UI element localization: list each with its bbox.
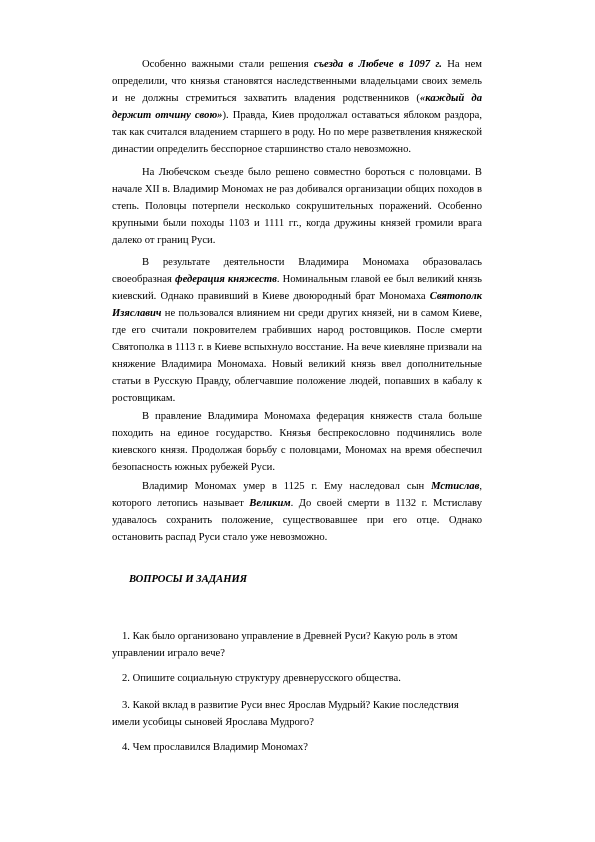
paragraph-mstislav — [112, 478, 482, 546]
emphasis-text: Великим — [249, 498, 291, 509]
body-text: ). Правда, Киев продолжал оставаться яблоком раздора, так как считался владением старшего в роду. Но по мере разветвления княжеской династии определить бесспорное старшинство стало невозможно. — [112, 110, 482, 155]
emphasis-text: съезда в Любече в 1097 г. — [313, 59, 442, 70]
paragraph-polovtsy-campaigns — [112, 164, 482, 249]
body-text: На нем определили, что князья становятся наследственными владельцами своих земель и не должны стремиться захватить владения родственников ( — [112, 59, 482, 104]
question-item: 2. Опишите социальную структуру древнерусского общества. — [122, 673, 401, 684]
body-text: В правление Владимира Мономаха федерация княжеств стала больше походить на единое государство. Князья беспрекословно подчинялись воле киевского князя. Продолжая борьбу с половцами, Мономах на время обеспечил безопасность южных рубежей Руси. — [112, 411, 482, 473]
question-item: 4. Чем прославился Владимир Мономах? — [122, 742, 308, 753]
body-text: не пользовался влиянием ни среди других князей, ни в самом Киеве, где его считали покровителем грабивших народ ростовщиков. После смерти Святополка в 1113 г. в Киеве вспыхнуло восстание. На вече киевляне призвали на княжение Владимира Мономаха. Новый великий князь ввел дополнительные статьи в Русскую Правду, облегчавшие положение людей, попавших в кабалу к ростовщикам. — [112, 308, 482, 404]
paragraph-federation — [112, 254, 482, 407]
body-text: . Номинальным главой ее был великий князь киевский. Однако правивший в Киеве двоюродный брат Мономаха — [112, 274, 482, 302]
emphasis-text: федерация княжеств — [174, 274, 277, 285]
body-text: Особенно важными стали решения — [142, 59, 314, 70]
question-item: 3. Какой вклад в развитие Руси внес Ярослав Мудрый? Какие последствия имели усобицы сыновей Ярослава Мудрого? — [112, 700, 459, 728]
body-text: . До своей смерти в 1132 г. Мстиславу удавалось сохранить положение, существовавшее при его отце. Однако остановить распад Руси стало уже невозможно. — [112, 498, 482, 543]
emphasis-text: Мстислав — [431, 481, 480, 492]
body-text: , которого летопись называет — [112, 481, 482, 509]
section-heading: ВОПРОСЫ И ЗАДАНИЯ — [129, 574, 248, 585]
question-item: 1. Как было организовано управление в Древней Руси? Какую роль в этом управлении играло вече? — [112, 631, 458, 659]
emphasis-text: «каждый да держит отчину свою» — [112, 93, 482, 121]
paragraph-monomakh-rule — [112, 408, 482, 476]
body-text: Владимир Мономах умер в 1125 г. Ему наследовал сын — [142, 481, 432, 492]
emphasis-text: Святополк Изяславич — [112, 291, 482, 319]
body-text: В результате деятельности Владимира Мономаха образовалась своеобразная — [112, 257, 482, 285]
paragraph-lyubech-decisions — [112, 56, 482, 158]
body-text: На Любечском съезде было решено совместно бороться с половцами. В начале XII в. Владимир Мономах не раз добивался организации общих походов в степь. Половцы потерпели несколько сокрушительных поражений. Особенно крупными были походы 1103 и 1111 гг., когда дружины князей громили врага далеко от границ Руси. — [112, 167, 482, 246]
